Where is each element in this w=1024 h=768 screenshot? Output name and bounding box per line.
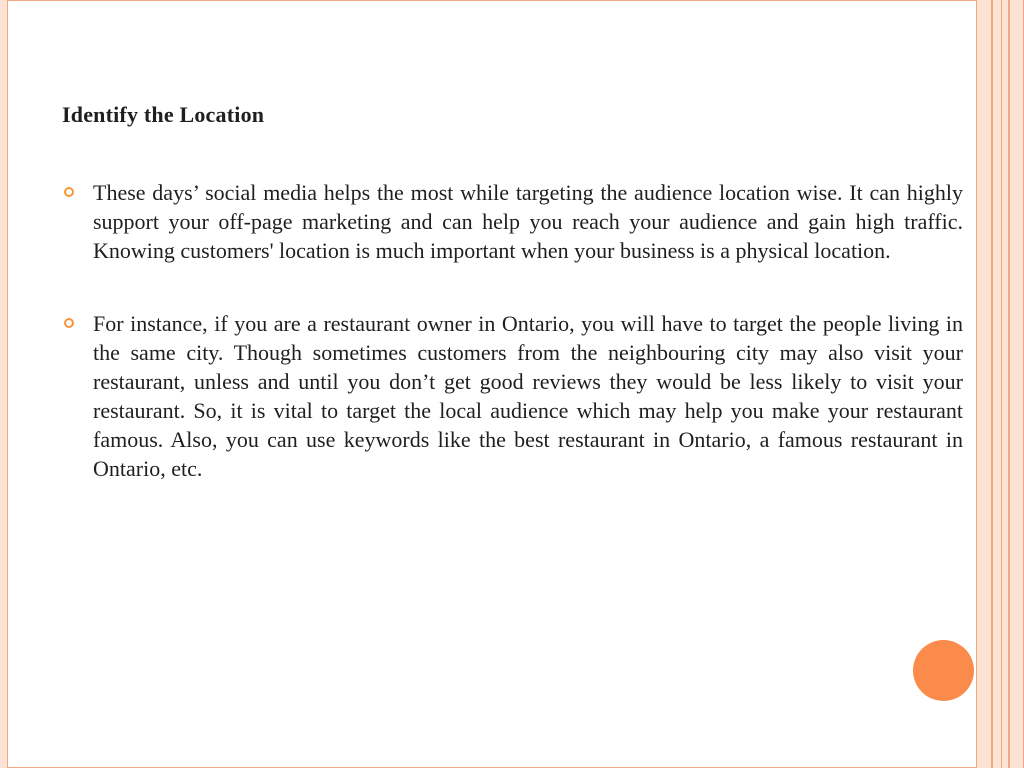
bullet-item xyxy=(62,178,963,265)
bullet-item xyxy=(62,309,963,483)
frame-top-border xyxy=(0,0,1024,1)
stripe-band xyxy=(993,0,1001,768)
bullet-list xyxy=(62,178,963,527)
bullet-text: These days’ social media helps the most while targeting the audience location wise. It can highly support your off-page marketing and can help you reach your audience and gain high traffic. Knowing customers' location is much important when your business is a physical location. xyxy=(93,180,963,263)
ring-bullet-icon xyxy=(64,318,74,328)
decorative-circle xyxy=(913,640,974,701)
stripe-band xyxy=(977,0,991,768)
right-decor-stripes xyxy=(976,0,1024,768)
slide-title: Identify the Location xyxy=(62,102,265,127)
bullet-text: For instance, if you are a restaurant owner in Ontario, you will have to target the people living in the same city. Though sometimes customers from the neighbouring city may also visit your restaurant, unless and until you don’t get good reviews they would be less likely to visit your restaurant. So, it is vital to target the local audience which may help you make your restaurant famous. Also, you can use keywords like the best restaurant in Ontario, a famous restaurant in Ontario, etc. xyxy=(93,311,963,481)
ring-bullet-icon xyxy=(64,187,74,197)
frame-left-border xyxy=(0,0,8,768)
stripe-band xyxy=(1010,0,1023,768)
